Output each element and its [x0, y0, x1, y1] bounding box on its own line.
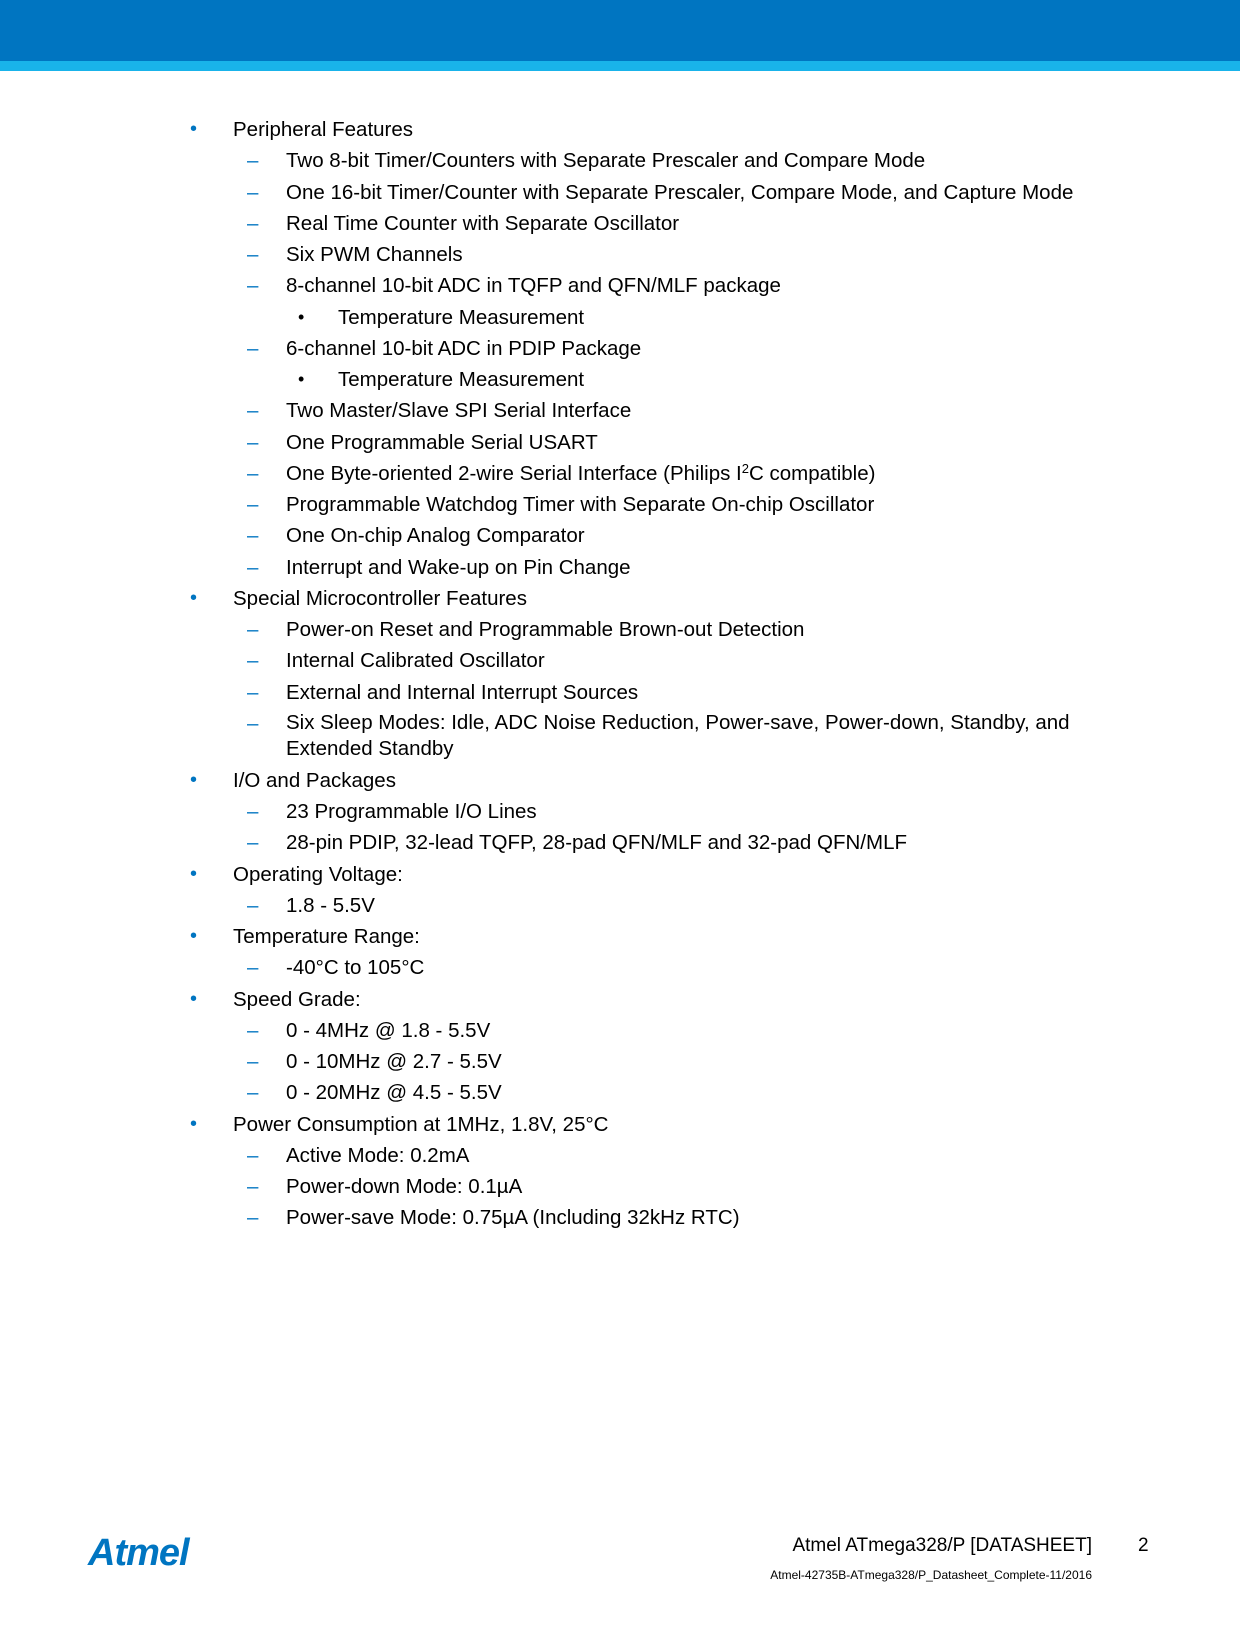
dash-icon: –	[247, 243, 259, 266]
list-item: – 8-channel 10-bit ADC in TQFP and QFN/MLF package	[0, 270, 1240, 301]
dash-icon: –	[247, 800, 259, 823]
list-item: – -40°C to 105°C	[0, 952, 1240, 983]
bullet-icon: •	[190, 925, 198, 947]
feature-list	[0, 114, 1240, 1234]
list-item: – One 16-bit Timer/Counter with Separate Prescaler, Compare Mode, and Capture Mode	[0, 177, 1240, 208]
bullet-icon: •	[190, 768, 198, 791]
dash-icon: –	[247, 211, 259, 235]
dash-icon: –	[247, 1175, 259, 1198]
list-item: – 6-channel 10-bit ADC in PDIP Package	[0, 333, 1240, 364]
list-item: – 28-pin PDIP, 32-lead TQFP, 28-pad QFN/MLF and 32-pad QFN/MLF	[0, 827, 1240, 858]
dash-icon: –	[247, 893, 259, 917]
dash-icon: –	[247, 711, 259, 735]
section-heading: • Peripheral Features	[0, 114, 1240, 145]
bullet-icon: •	[190, 1112, 198, 1135]
dash-icon: –	[247, 1206, 259, 1230]
dash-icon: –	[247, 336, 259, 360]
dash-icon: –	[247, 680, 259, 704]
dash-icon: –	[247, 430, 259, 454]
footer-doc-id: Atmel-42735B-ATmega328/P_Datasheet_Complete-11/2016	[770, 1568, 1092, 1582]
section-heading: • I/O and Packages	[0, 765, 1240, 796]
bullet-icon: •	[190, 586, 198, 609]
list-item: – One Programmable Serial USART	[0, 427, 1240, 458]
sub-list-item: • Temperature Measurement	[0, 364, 1240, 395]
section-heading: • Special Microcontroller Features	[0, 583, 1240, 614]
list-item: – Two 8-bit Timer/Counters with Separate Prescaler and Compare Mode	[0, 145, 1240, 176]
list-item: – Power-down Mode: 0.1µA	[0, 1171, 1240, 1202]
dash-icon: –	[247, 524, 259, 548]
list-item: – 0 - 10MHz @ 2.7 - 5.5V	[0, 1046, 1240, 1077]
header-band	[0, 0, 1240, 61]
page-number: 2	[1138, 1535, 1149, 1556]
dash-icon: –	[247, 1050, 259, 1073]
section-heading: • Temperature Range:	[0, 921, 1240, 952]
list-item: – Six Sleep Modes: Idle, ADC Noise Reduction, Power-save, Power-down, Standby, and Extended Standby	[0, 708, 1240, 765]
dash-icon: –	[247, 1143, 259, 1167]
list-item: – Active Mode: 0.2mA	[0, 1140, 1240, 1171]
list-item: – One On-chip Analog Comparator	[0, 520, 1240, 551]
dash-icon: –	[247, 149, 259, 173]
section-heading: • Power Consumption at 1MHz, 1.8V, 25°C	[0, 1109, 1240, 1140]
dash-icon: –	[247, 956, 259, 980]
list-item: – Power-on Reset and Programmable Brown-out Detection	[0, 614, 1240, 645]
dash-icon: –	[247, 1018, 259, 1042]
dash-icon: –	[247, 493, 259, 516]
list-item: – Six PWM Channels	[0, 239, 1240, 270]
bullet-icon: •	[190, 987, 198, 1010]
dash-icon: –	[247, 461, 259, 485]
list-item: – Interrupt and Wake-up on Pin Change	[0, 552, 1240, 583]
bullet-icon: •	[190, 862, 198, 885]
list-item-text: One Byte-oriented 2-wire Serial Interface (Philips $I^2C$ compatible)	[286, 460, 876, 485]
dash-icon: –	[247, 1081, 259, 1105]
dash-icon: –	[247, 618, 259, 641]
dash-icon: –	[247, 831, 259, 855]
dash-icon: –	[247, 399, 259, 423]
header-stripe	[0, 61, 1240, 71]
list-item: – 23 Programmable I/O Lines	[0, 796, 1240, 827]
atmel-logo: Atmel	[88, 1532, 189, 1574]
list-item: – Power-save Mode: 0.75µA (Including 32kHz RTC)	[0, 1202, 1240, 1233]
dash-icon: –	[247, 180, 259, 204]
list-item: – 1.8 - 5.5V	[0, 890, 1240, 921]
dash-icon: –	[247, 274, 259, 298]
list-item: – 0 - 20MHz @ 4.5 - 5.5V	[0, 1077, 1240, 1108]
list-item: – Internal Calibrated Oscillator	[0, 645, 1240, 676]
list-item: – 0 - 4MHz @ 1.8 - 5.5V	[0, 1015, 1240, 1046]
dash-icon: –	[247, 649, 259, 673]
list-item: – External and Internal Interrupt Sources	[0, 677, 1240, 708]
bullet-icon: •	[298, 306, 305, 327]
bullet-icon: •	[190, 118, 198, 140]
dash-icon: –	[247, 555, 259, 579]
sub-list-item: • Temperature Measurement	[0, 302, 1240, 333]
section-heading: • Speed Grade:	[0, 984, 1240, 1015]
list-item: – Programmable Watchdog Timer with Separate On-chip Oscillator	[0, 489, 1240, 520]
section-heading: • Operating Voltage:	[0, 859, 1240, 890]
list-item: – Two Master/Slave SPI Serial Interface	[0, 395, 1240, 426]
list-item: – Real Time Counter with Separate Oscillator	[0, 208, 1240, 239]
bullet-icon: •	[298, 369, 305, 389]
list-item	[0, 458, 1240, 489]
footer-title: Atmel ATmega328/P [DATASHEET]	[792, 1535, 1092, 1556]
